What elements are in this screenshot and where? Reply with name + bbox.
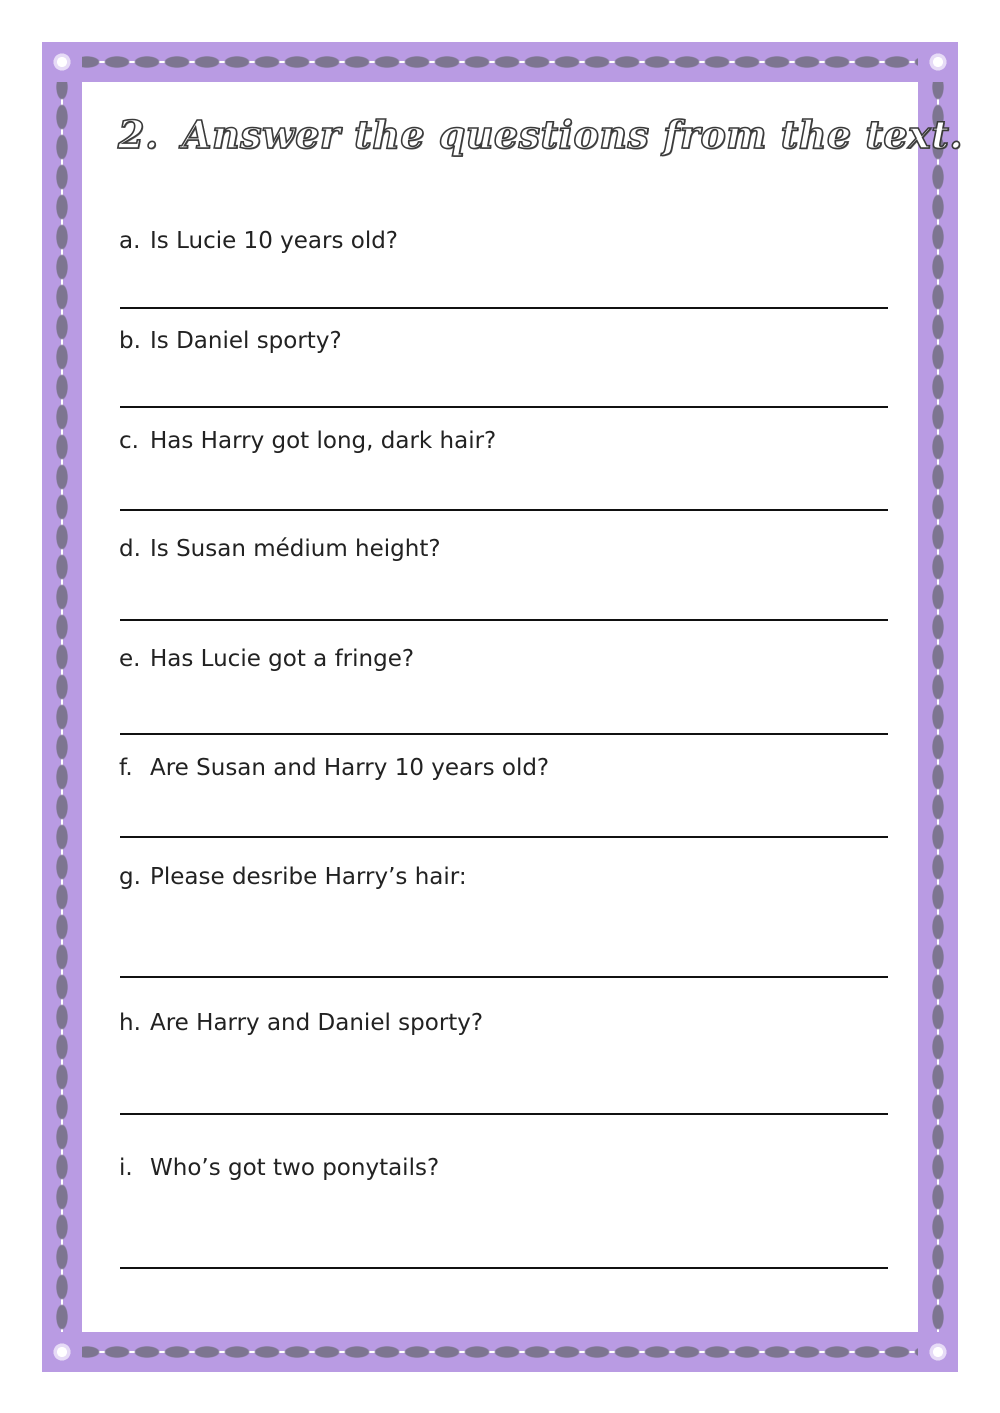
question-h xyxy=(119,1010,483,1036)
corner-ornament-icon xyxy=(42,42,82,82)
question-f xyxy=(119,755,549,781)
corner-ornament-icon xyxy=(42,1332,82,1372)
question-text: Are Harry and Daniel sporty? xyxy=(150,1010,484,1036)
question-text: Has Lucie got a fringe? xyxy=(150,646,415,672)
question-letter: a. xyxy=(119,228,141,254)
title-number: 2. xyxy=(118,112,159,157)
decorative-border-top xyxy=(42,42,958,82)
page-title xyxy=(118,112,963,157)
answer-line-g[interactable] xyxy=(120,976,888,978)
question-g xyxy=(119,864,467,890)
question-a xyxy=(119,228,398,254)
answer-line-i[interactable] xyxy=(120,1267,888,1269)
question-text: Is Daniel sporty? xyxy=(150,328,342,354)
question-text: Has Harry got long, dark hair? xyxy=(150,428,497,454)
answer-line-d[interactable] xyxy=(120,619,888,621)
decorative-border-bottom xyxy=(42,1332,958,1372)
question-text: Are Susan and Harry 10 years old? xyxy=(150,755,550,781)
question-d xyxy=(119,536,441,562)
question-letter: f. xyxy=(119,755,133,781)
answer-line-a[interactable] xyxy=(120,307,888,309)
corner-ornament-icon xyxy=(918,1332,958,1372)
question-letter: c. xyxy=(119,428,139,454)
answer-line-e[interactable] xyxy=(120,733,888,735)
question-b xyxy=(119,328,342,354)
decorative-border-left xyxy=(42,42,82,1372)
answer-line-c[interactable] xyxy=(120,509,888,511)
question-text: Who’s got two ponytails? xyxy=(150,1155,440,1181)
question-text: Please desribe Harry’s hair: xyxy=(150,864,467,890)
question-text: Is Lucie 10 years old? xyxy=(150,228,399,254)
answer-line-b[interactable] xyxy=(120,406,888,408)
question-text: Is Susan médium height? xyxy=(150,536,441,562)
answer-line-h[interactable] xyxy=(120,1113,888,1115)
question-letter: d. xyxy=(119,536,141,562)
answer-line-f[interactable] xyxy=(120,836,888,838)
worksheet-page xyxy=(82,82,918,1332)
title-text: Answer the questions from the text. xyxy=(182,112,963,157)
decorative-border-right xyxy=(918,42,958,1372)
question-e xyxy=(119,646,414,672)
question-letter: b. xyxy=(119,328,141,354)
question-i xyxy=(119,1155,439,1181)
question-letter: e. xyxy=(119,646,141,672)
question-letter: i. xyxy=(119,1155,133,1181)
question-c xyxy=(119,428,496,454)
corner-ornament-icon xyxy=(918,42,958,82)
question-letter: h. xyxy=(119,1010,141,1036)
question-letter: g. xyxy=(119,864,141,890)
